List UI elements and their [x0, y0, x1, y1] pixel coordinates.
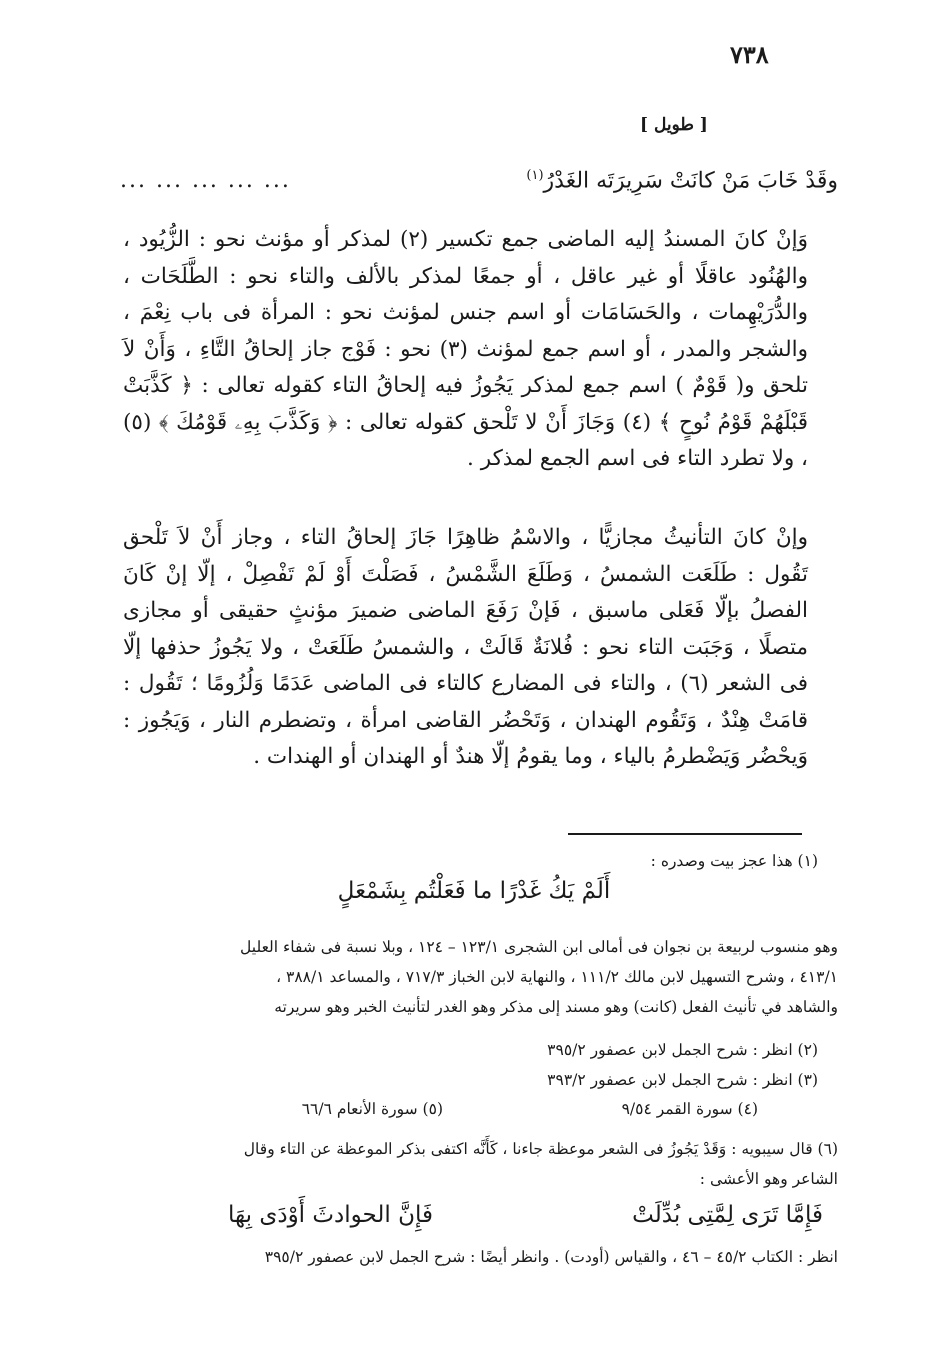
footnote-1-intro: (١) هذا عجز بيت وصدره : — [650, 852, 818, 870]
verse-hemistich — [526, 168, 838, 193]
footnote-2: (٢) انظر : شرح الجمل لابن عصفور ٣٩٥/٢ — [547, 1041, 818, 1059]
footnote-6-line-3: انظر : الكتاب ٤٥/٢ – ٤٦ ، والقياس (أودت) . وانظر أيضًا : شرح الجمل لابن عصفور ٣٩٥/٢ — [264, 1248, 838, 1266]
page-number: ٧٣٨ — [730, 40, 769, 69]
verse-footnote-mark: (١) — [526, 168, 544, 183]
footnote-6-line-1: (٦) قال سيبويه : وَقَدْ يَجُوزُ فى الشعر موعظة جاءنا ، كَأَنَّه اكتفى بذكر الموعظة عن التاء وقال — [243, 1140, 838, 1158]
footnote-1-line-3: والشاهد في تأنيث الفعل (كانت) وهو مسند إلى مذكر وهو الغدر لتأنيث الخبر وهو سريرته — [274, 998, 838, 1016]
footnote-6-line-2: الشاعر وهو الأعشى : — [699, 1170, 838, 1188]
footnote-1-line-1: وهو منسوب لربيعة بن نجوان فى أمالى ابن الشجرى ١٢٣/١ – ١٢٤ ، وبلا نسبة فى شفاء العليل — [240, 938, 838, 956]
footnote-6-verse-first: فَإِمَّا تَرَى لِمَّتِى بُدِّلَتْ — [632, 1202, 823, 1228]
meter-label: [ طويل ] — [640, 115, 708, 135]
paragraph-1: وَإنْ كانَ المسندُ إليه الماضى جمع تكسير (٢) لمذكر أو مؤنث نحو : الزُّيُود ، والهُنُود عاقلًا أو غير عاقل ، أو جمعًا لمذكر بالألف والتاء نحو : الطَّلَحَات ، والدُّرَيْهِمات ، والحَسَامَات أو اسم جنس لمؤنث نحو : المرأة فى باب نِعْمَ ، والشجر والمدر ، أو اسم جمع لمؤنث (٣) نحو : فَوْج جاز إلحاقُ التَّاءِ ، وَأَنْ لاَ تلحق و( قَوْمٌ ) اسم جمع لمذكر يَجُوزُ فيه إلحاقُ التاء كقوله تعالى : ﴿ كَذَّبَتْ قَبْلَهُمْ قَوْمُ نُوحٍ ﴾ (٤) وَجَازَ أَنْ لا تَلْحق كقوله تعالى : ﴿ وَكَذَّبَ بِهِۦ قَوْمُكَ ﴾ (٥) ، ولا تطرد التاء فى اسم الجمع لمذكر . — [123, 227, 809, 471]
paragraph-2: وإنْ كانَ التأنيثُ مجازيًّا ، والاسْمُ ظاهِرًا جَازَ إلحاقُ التاء ، وجاز أَنْ لاَ تَلْحق تَقُول : طَلَعَت الشمسُ ، وَطَلَعَ الشَّمْسُ ، فَصَلْتَ أَوْ لَمْ تَفْصِلْ ، إلّا إنْ كَانَ الفصلُ بإلّا فَعَلى ماسبق ، فَإنْ رَفَعَ الماضى ضميرَ مؤنثٍ حقيقى أو مجازى متصلًا ، وَجَبَت التاء نحو : فُلانَةٌ قَالَتْ ، والشمسُ طَلَعَتْ ، ولا يَجُوزُ حذفها إلّا فى الشعر (٦) ، والتاء فى المضارع كالتاء فى الماضى عَدَمًا وَلُزُومًا ؛ تَقُول : قامَتْ هِنْدٌ ، وَتَقُوم الهندان ، وَتَحْضُر القاضى امرأة ، وتضطرم النار ، وَيَجُوز : وَيحْضُر وَيَضْطرمُ بالياء ، وما يقومُ إلّا هندٌ أو الهندان أو الهندات . — [123, 525, 808, 769]
verse-text: وقَدْ خَابَ مَنْ كانَتْ سَرِيرَتَه الغَدْرُ — [543, 168, 838, 194]
footnote-3: (٣) انظر : شرح الجمل لابن عصفور ٣٩٣/٢ — [547, 1071, 818, 1089]
footnote-4: (٤) سورة القمر ٩/٥٤ — [621, 1100, 758, 1118]
footnote-5: (٥) سورة الأنعام ٦٦/٦ — [301, 1100, 443, 1118]
footnote-1-verse: أَلَمْ يَكُ غَدْرًا ما فَعَلْتُم بِشَمْعَلٍ — [337, 878, 611, 904]
footnote-1-line-2: ٤١٣/١ ، وشرح التسهيل لابن مالك ١١١/٢ ، والنهاية لابن الخباز ٧١٧/٣ ، والمساعد ٣٨٨/١ ، — [276, 968, 838, 986]
footnote-6-verse-second: فَإِنَّ الحوادثَ أَوْدَى بِهَا — [228, 1202, 433, 1228]
verse-ellipsis: ... ... ... ... ... — [120, 168, 291, 193]
footnote-separator — [568, 833, 802, 835]
